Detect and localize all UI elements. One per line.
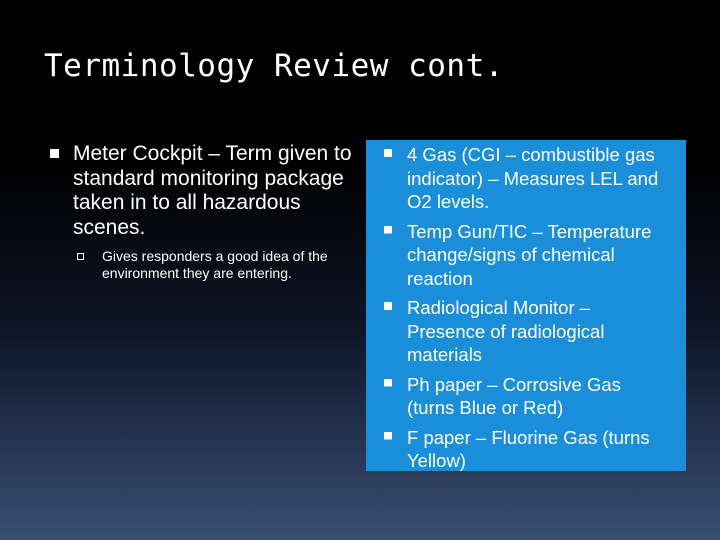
- highlight-box: [366, 140, 686, 471]
- bullet-text: Meter Cockpit – Term given to standard monitoring package taken in to all hazardous scenes.: [73, 142, 352, 239]
- bullet-meter-cockpit: [46, 142, 356, 240]
- bullet-text: Temp Gun/TIC – Temperature change/signs of chemical reaction: [407, 220, 652, 289]
- square-bullet-icon: [384, 149, 392, 157]
- square-bullet-icon: [384, 226, 392, 234]
- bullet-text: Ph paper – Corrosive Gas (turns Blue or Red): [407, 373, 621, 418]
- hollow-square-bullet-icon: [77, 253, 84, 260]
- bullet-temp-gun: [380, 220, 669, 291]
- square-bullet-icon: [384, 432, 392, 440]
- bullet-f-paper: [380, 426, 669, 473]
- square-bullet-icon: [50, 149, 59, 158]
- bullet-radiological-monitor: [380, 296, 669, 367]
- square-bullet-icon: [384, 302, 392, 310]
- sub-bullet-text: Gives responders a good idea of the environment they are entering.: [102, 248, 328, 281]
- square-bullet-icon: [384, 379, 392, 387]
- left-column: [46, 142, 356, 281]
- bullet-ph-paper: [380, 373, 669, 420]
- bullet-text: F paper – Fluorine Gas (turns Yellow): [407, 426, 650, 471]
- bullet-text: Radiological Monitor – Presence of radiological materials: [407, 297, 605, 365]
- sub-bullet-responders: [74, 248, 337, 281]
- bullet-text: 4 Gas (CGI – combustible gas indicator) – Measures LEL and O2 levels.: [407, 144, 659, 212]
- bullet-4-gas: [380, 143, 669, 214]
- slide-title: Terminology Review cont.: [44, 48, 504, 84]
